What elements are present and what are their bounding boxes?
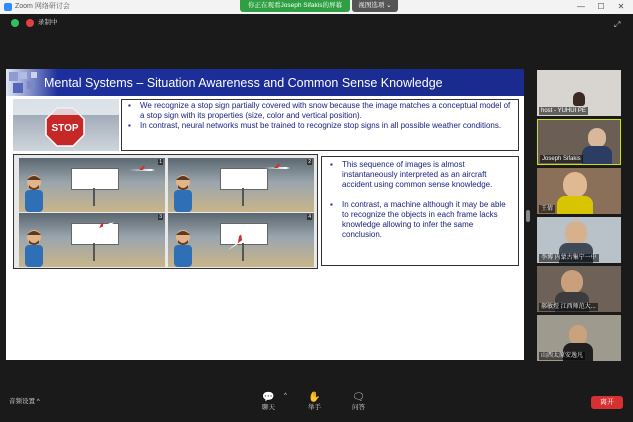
- airplane-icon: [129, 166, 155, 174]
- window-titlebar: [0, 0, 633, 14]
- snow-overlay: [13, 99, 119, 115]
- sequence-frame: [168, 158, 314, 212]
- hand-icon: ✋: [308, 392, 321, 403]
- recording-label: 录制中: [38, 19, 58, 26]
- airplane-icon: [264, 164, 290, 172]
- participant-tile[interactable]: [537, 70, 621, 116]
- maximize-button[interactable]: ☐: [597, 2, 605, 11]
- recording-icon: [26, 19, 34, 27]
- observer-man-icon: [22, 172, 46, 212]
- participant-name: 山西太原安逸凡: [541, 353, 584, 359]
- qa-icon: 🗨: [352, 392, 365, 403]
- bullet-right-1: ▪ This sequence of images is almost instantaneously interpreted as an aircraft accident using common sense knowledge.: [342, 160, 514, 190]
- slide-header: [6, 69, 524, 96]
- participant-tile[interactable]: [537, 315, 621, 361]
- participant-name: 郝敏煜 江西师范大...: [541, 304, 596, 310]
- audio-settings-button[interactable]: 音频设置 ^: [9, 398, 40, 405]
- frame-number: 2: [308, 159, 311, 165]
- sequence-frame: [168, 213, 314, 267]
- participant-name: host - YUHUI PE: [541, 108, 586, 114]
- qa-button[interactable]: [352, 392, 365, 412]
- observer-man-icon: [22, 227, 46, 267]
- window-title: Zoom 网络研讨会: [15, 3, 70, 10]
- slide-text-box-top: [121, 99, 519, 151]
- slide-logo-squares: [7, 70, 43, 95]
- close-button[interactable]: ✕: [617, 2, 625, 11]
- bullet-right-2: ▪ In contrast, a machine although it may be able to recognize the objects in each frame lacks knowledge allowing to infer the same conclusion.: [342, 200, 514, 240]
- screen-share-notice: 你正在观看Joseph Sifakis的屏幕: [240, 0, 350, 12]
- chat-button[interactable]: [262, 392, 275, 412]
- bottom-toolbar: [0, 385, 633, 422]
- participant-tile-active-speaker[interactable]: [537, 119, 621, 165]
- observer-man-icon: [171, 227, 195, 267]
- minimize-button[interactable]: —: [577, 2, 585, 11]
- sequence-frame: [19, 158, 165, 212]
- frame-number: 4: [308, 214, 311, 220]
- security-shield-icon[interactable]: [11, 19, 19, 27]
- panel-scrollbar[interactable]: [526, 210, 530, 222]
- billboard: [71, 168, 119, 190]
- raise-hand-label: 举手: [308, 404, 321, 411]
- qa-label: 问答: [352, 404, 365, 411]
- participant-name: 王倩: [541, 206, 554, 212]
- snowy-stop-sign-image: [13, 99, 119, 151]
- participant-tile[interactable]: [537, 217, 621, 263]
- bullet-top-1: ▪ We recognize a stop sign partially covered with snow because the image matches a conceptual model of a stop sign with its properties (size, color and vertical position).: [140, 101, 514, 121]
- svg-text:STOP: STOP: [51, 123, 79, 134]
- expand-icon[interactable]: ⤢: [614, 20, 621, 29]
- bullet-top-2: ▪ In contrast, neural networks must be trained to recognize stop signs in all possible weather conditions.: [140, 121, 514, 131]
- leave-button[interactable]: 离开: [591, 396, 623, 409]
- raise-hand-button[interactable]: [308, 392, 321, 412]
- frame-number: 3: [159, 214, 162, 220]
- slide-text-box-right: [321, 156, 519, 266]
- observer-man-icon: [171, 172, 195, 212]
- chat-label: 聊天: [262, 404, 275, 411]
- aircraft-sequence-images: [13, 154, 318, 269]
- chat-options-chevron-icon[interactable]: ^: [284, 393, 287, 399]
- chat-icon: 💬: [262, 392, 275, 403]
- slide-title: Mental Systems – Situation Awareness and Common Sense Knowledge: [44, 76, 443, 90]
- frame-number: 1: [159, 159, 162, 165]
- participant-name: Joseph Sifakis: [542, 156, 581, 162]
- sequence-frame: [19, 213, 165, 267]
- billboard: [220, 168, 268, 190]
- shared-slide: [6, 69, 524, 360]
- participant-tile[interactable]: [537, 266, 621, 312]
- participant-name: 李博 内蒙古集宁一中: [541, 255, 597, 261]
- participant-tile[interactable]: [537, 168, 621, 214]
- view-options-button[interactable]: 视图选项 ⌄: [352, 0, 398, 12]
- zoom-app-icon: [4, 3, 12, 11]
